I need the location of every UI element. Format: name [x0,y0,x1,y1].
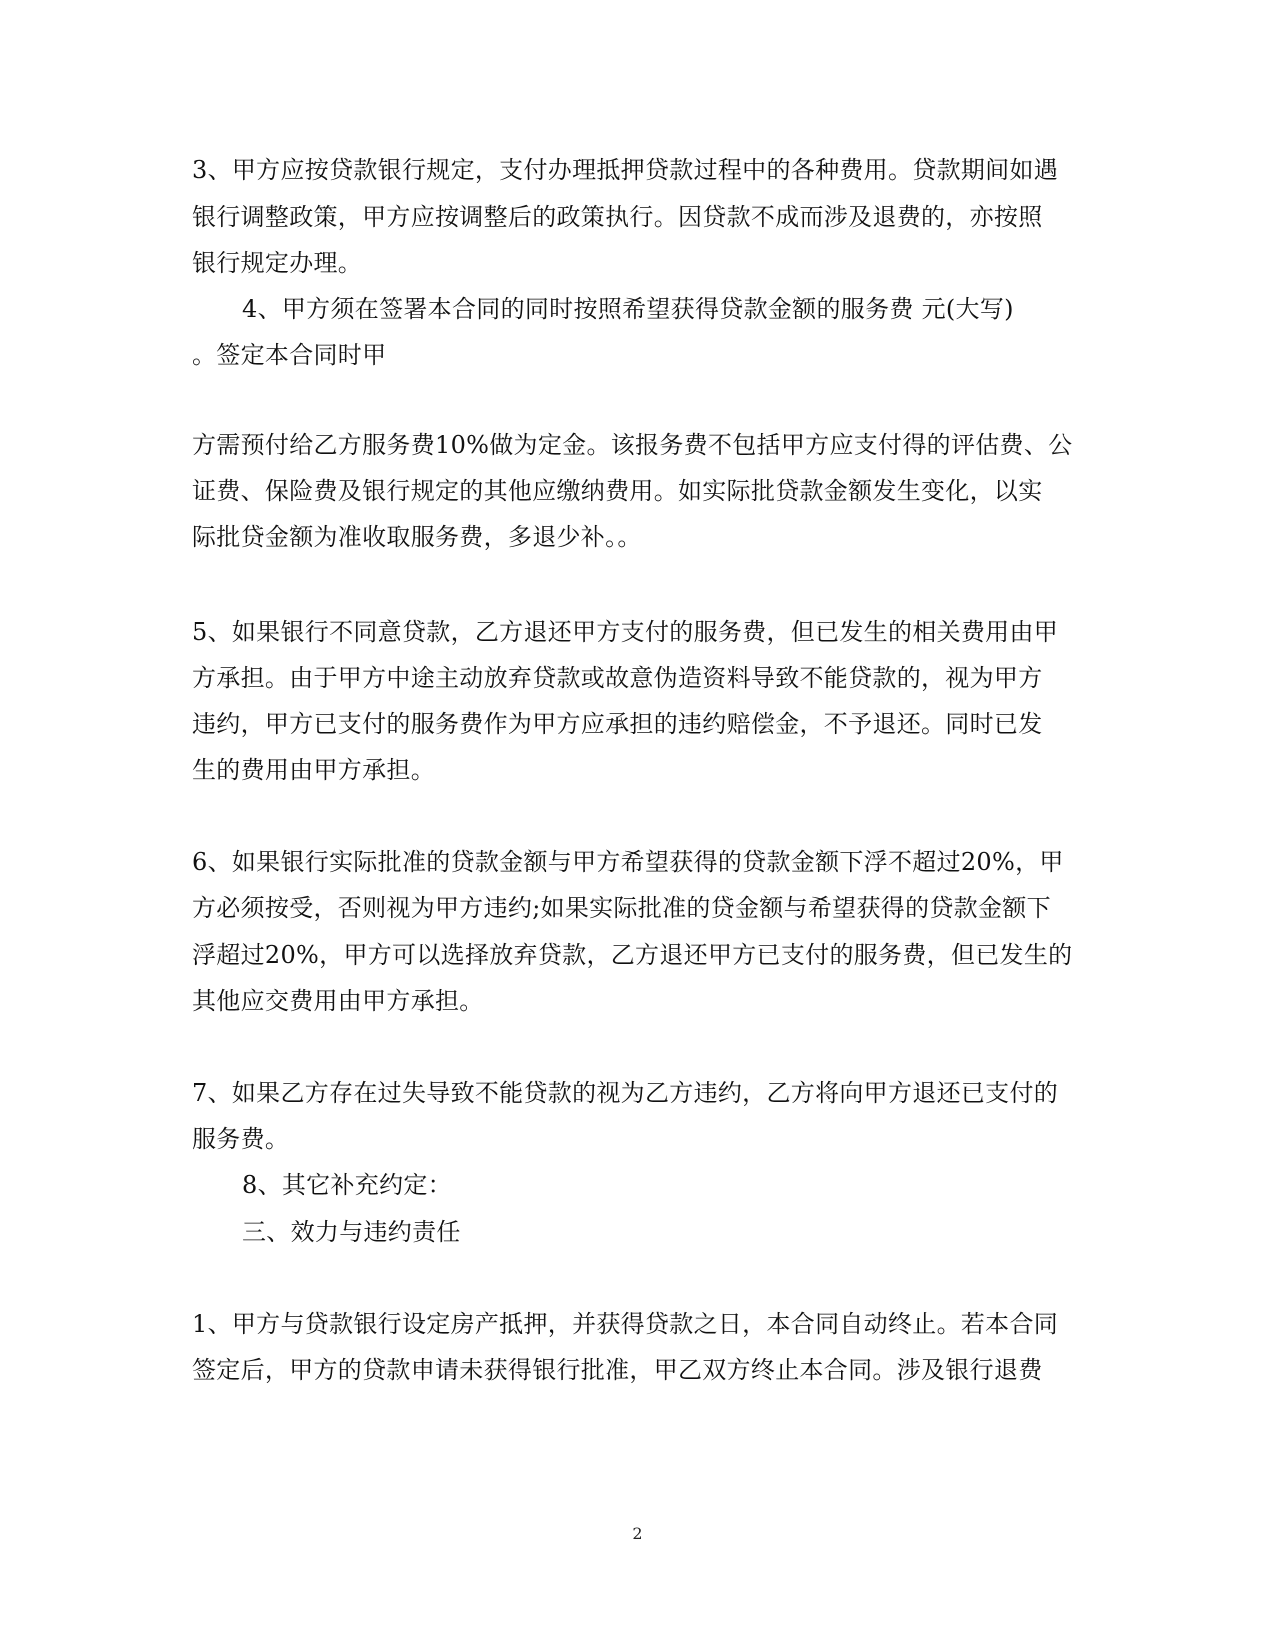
paragraph-4-line-1: 4、甲方须在签署本合同的同时按照希望获得贷款金额的服务费 元(大写) [242,295,1014,323]
paragraph-7-line-1: 7、如果乙方存在过失导致不能贷款的视为乙方违约，乙方将向甲方退还已支付的 [192,1079,1059,1107]
section-3-paragraph-1-line-2: 签定后，甲方的贷款申请未获得银行批准，甲乙双方终止本合同。涉及银行退费 [192,1356,1043,1384]
paragraph-6-line-2: 方必须按受，否则视为甲方违约;如果实际批准的贷金额与希望获得的贷款金额下 [192,894,1051,922]
paragraph-4-line-2: 。签定本合同时甲 [192,341,387,369]
paragraph-5-line-3: 违约，甲方已支付的服务费作为甲方应承担的违约赔偿金，不予退还。同时已发 [192,710,1043,738]
paragraph-4b-line-1: 方需预付给乙方服务费10%做为定金。该报务费不包括甲方应支付得的评估费、公 [192,431,1073,459]
paragraph-3-line-1: 3、甲方应按贷款银行规定，支付办理抵押贷款过程中的各种费用。贷款期间如遇 [192,156,1059,184]
paragraph-4b-line-2: 证费、保险费及银行规定的其他应缴纳费用。如实际批贷款金额发生变化，以实 [192,477,1043,505]
paragraph-5-line-4: 生的费用由甲方承担。 [192,756,435,784]
paragraph-6-line-4: 其他应交费用由甲方承担。 [192,987,484,1015]
section-3-paragraph-1-line-1: 1、甲方与贷款银行设定房产抵押，并获得贷款之日，本合同自动终止。若本合同 [192,1310,1059,1338]
paragraph-6-line-1: 6、如果银行实际批准的贷款金额与甲方希望获得的贷款金额下浮不超过20%，甲 [192,848,1064,876]
paragraph-3-line-3: 银行规定办理。 [192,249,363,277]
paragraph-5-line-2: 方承担。由于甲方中途主动放弃贷款或故意伪造资料导致不能贷款的，视为甲方 [192,664,1043,692]
section-3-heading: 三、效力与违约责任 [242,1218,461,1246]
paragraph-5-line-1: 5、如果银行不同意贷款，乙方退还甲方支付的服务费，但已发生的相关费用由甲 [192,618,1059,646]
page-number: 2 [632,1524,643,1543]
paragraph-7-line-2: 服务费。 [192,1125,290,1153]
paragraph-3-line-2: 银行调整政策，甲方应按调整后的政策执行。因贷款不成而涉及退费的，亦按照 [192,203,1043,231]
paragraph-4b-line-3: 际批贷金额为准收取服务费，多退少补。。 [192,523,642,551]
paragraph-6-line-3: 浮超过20%，甲方可以选择放弃贷款，乙方退还甲方已支付的服务费，但已发生的 [192,941,1073,969]
paragraph-8-line-1: 8、其它补充约定： [242,1171,452,1199]
